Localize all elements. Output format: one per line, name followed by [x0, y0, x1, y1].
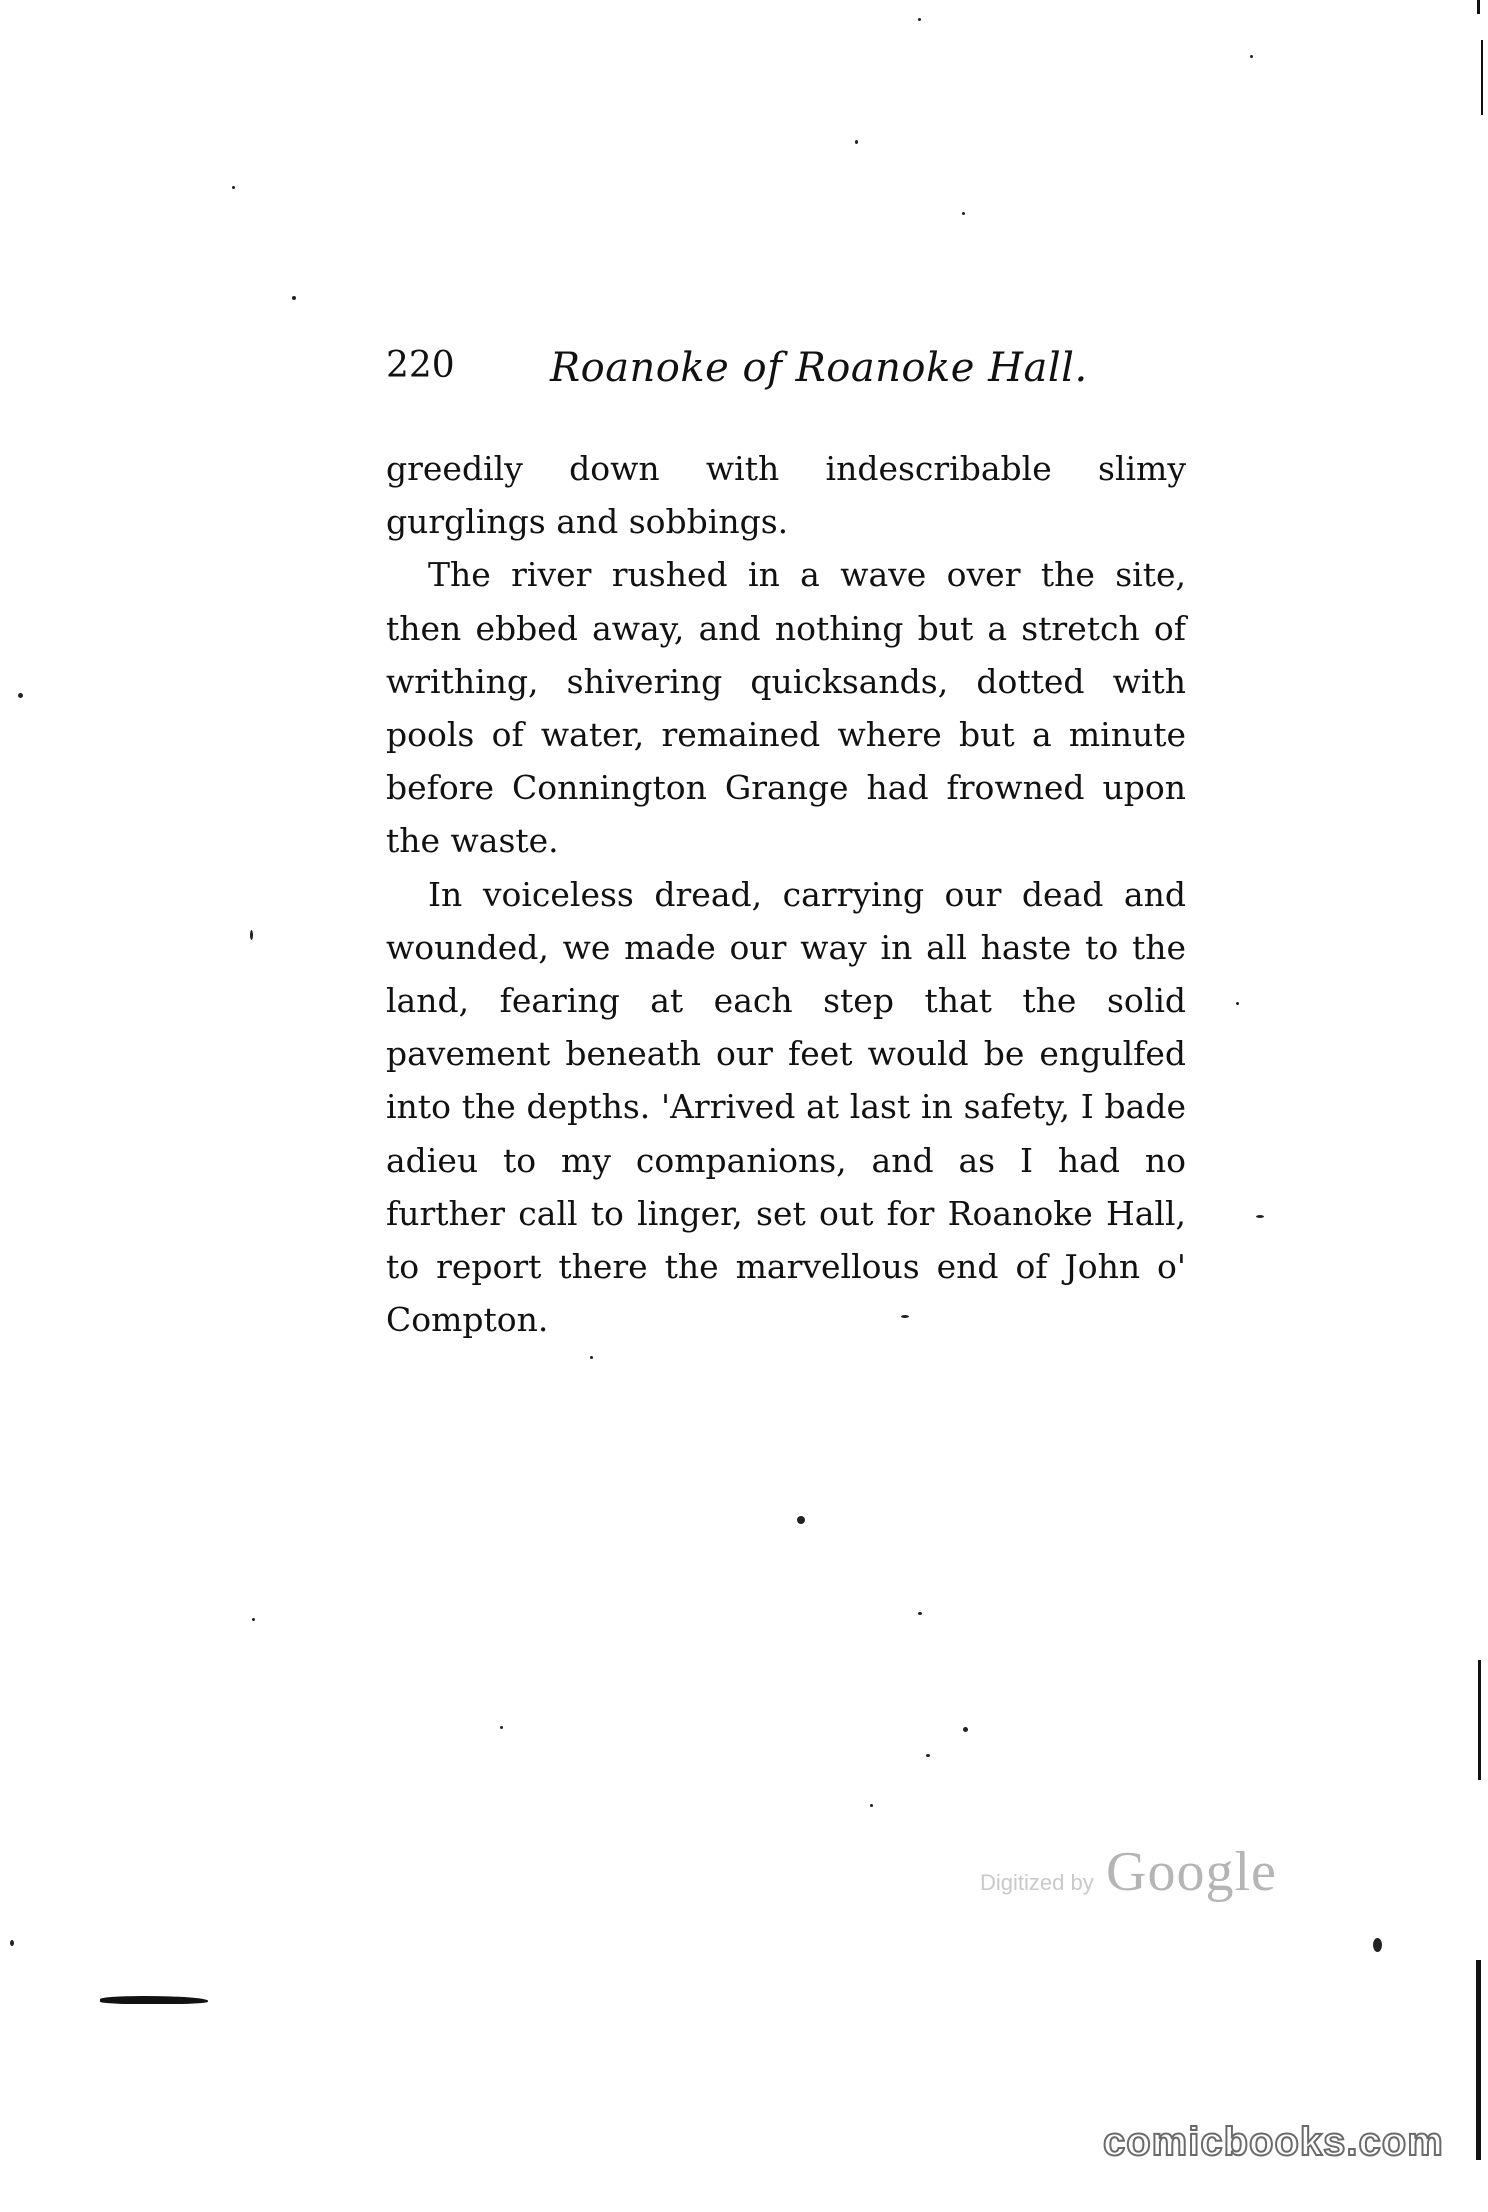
paragraph-2: The river rushed in a wave over the site, then ebbed away, and nothing but a stretch of writhing, shivering quicksands, dotted with pools of water, remained where but a minute before Connington Grange had frowned upon the waste. — [386, 555, 1186, 861]
page-edge-line — [1477, 0, 1480, 14]
scan-speck — [918, 1612, 922, 1615]
scan-speck — [962, 212, 965, 215]
scan-speck — [292, 296, 296, 300]
body-text — [386, 442, 1186, 1346]
scan-speck — [797, 1516, 805, 1524]
scan-speck — [18, 693, 23, 698]
scan-speck — [870, 1804, 873, 1807]
paragraph-1: greedily down with indescribable slimy gurglings and sobbings. — [386, 449, 1186, 542]
scan-speck — [10, 1940, 14, 1946]
scan-speck — [926, 1754, 930, 1757]
scan-speck — [901, 1315, 909, 1318]
page-header — [386, 345, 1186, 405]
scan-speck — [500, 1726, 503, 1729]
page-edge-line — [1478, 1660, 1481, 1780]
scan-speck — [590, 1356, 593, 1359]
site-watermark: comicbooks.com — [1103, 2120, 1444, 2164]
scan-speck — [963, 1727, 968, 1732]
page-number: 220 — [386, 345, 455, 386]
scan-speck — [252, 1618, 255, 1621]
google-watermark — [980, 1840, 1300, 1910]
page-edge-line — [1476, 1960, 1481, 2160]
scan-speck — [1250, 55, 1253, 58]
digitized-by-label: Digitized by — [980, 1870, 1094, 1895]
scan-speck — [1236, 1002, 1239, 1005]
scan-speck — [918, 18, 921, 21]
ink-smudge — [100, 1996, 208, 2004]
page-edge-line — [1481, 40, 1483, 115]
scan-speck — [250, 930, 253, 940]
paragraph-3: In voiceless dread, carrying our dead and wounded, we made our way in all haste to the land, fearing at each step that the solid pavement beneath our feet would be engulfed into the depths. 'Arrived at last in safety, I bade adieu to my companions, and as I had no further call to linger, set out for Roanoke Hall, to report there the marvellous end of John o' Compton. — [386, 874, 1186, 1340]
scan-speck — [1256, 1215, 1264, 1218]
scan-speck — [1373, 1938, 1382, 1952]
scan-speck — [855, 140, 858, 144]
google-logo-text: Google — [1106, 1841, 1277, 1903]
scan-speck — [232, 186, 235, 189]
running-title: Roanoke of Roanoke Hall. — [550, 345, 1088, 391]
